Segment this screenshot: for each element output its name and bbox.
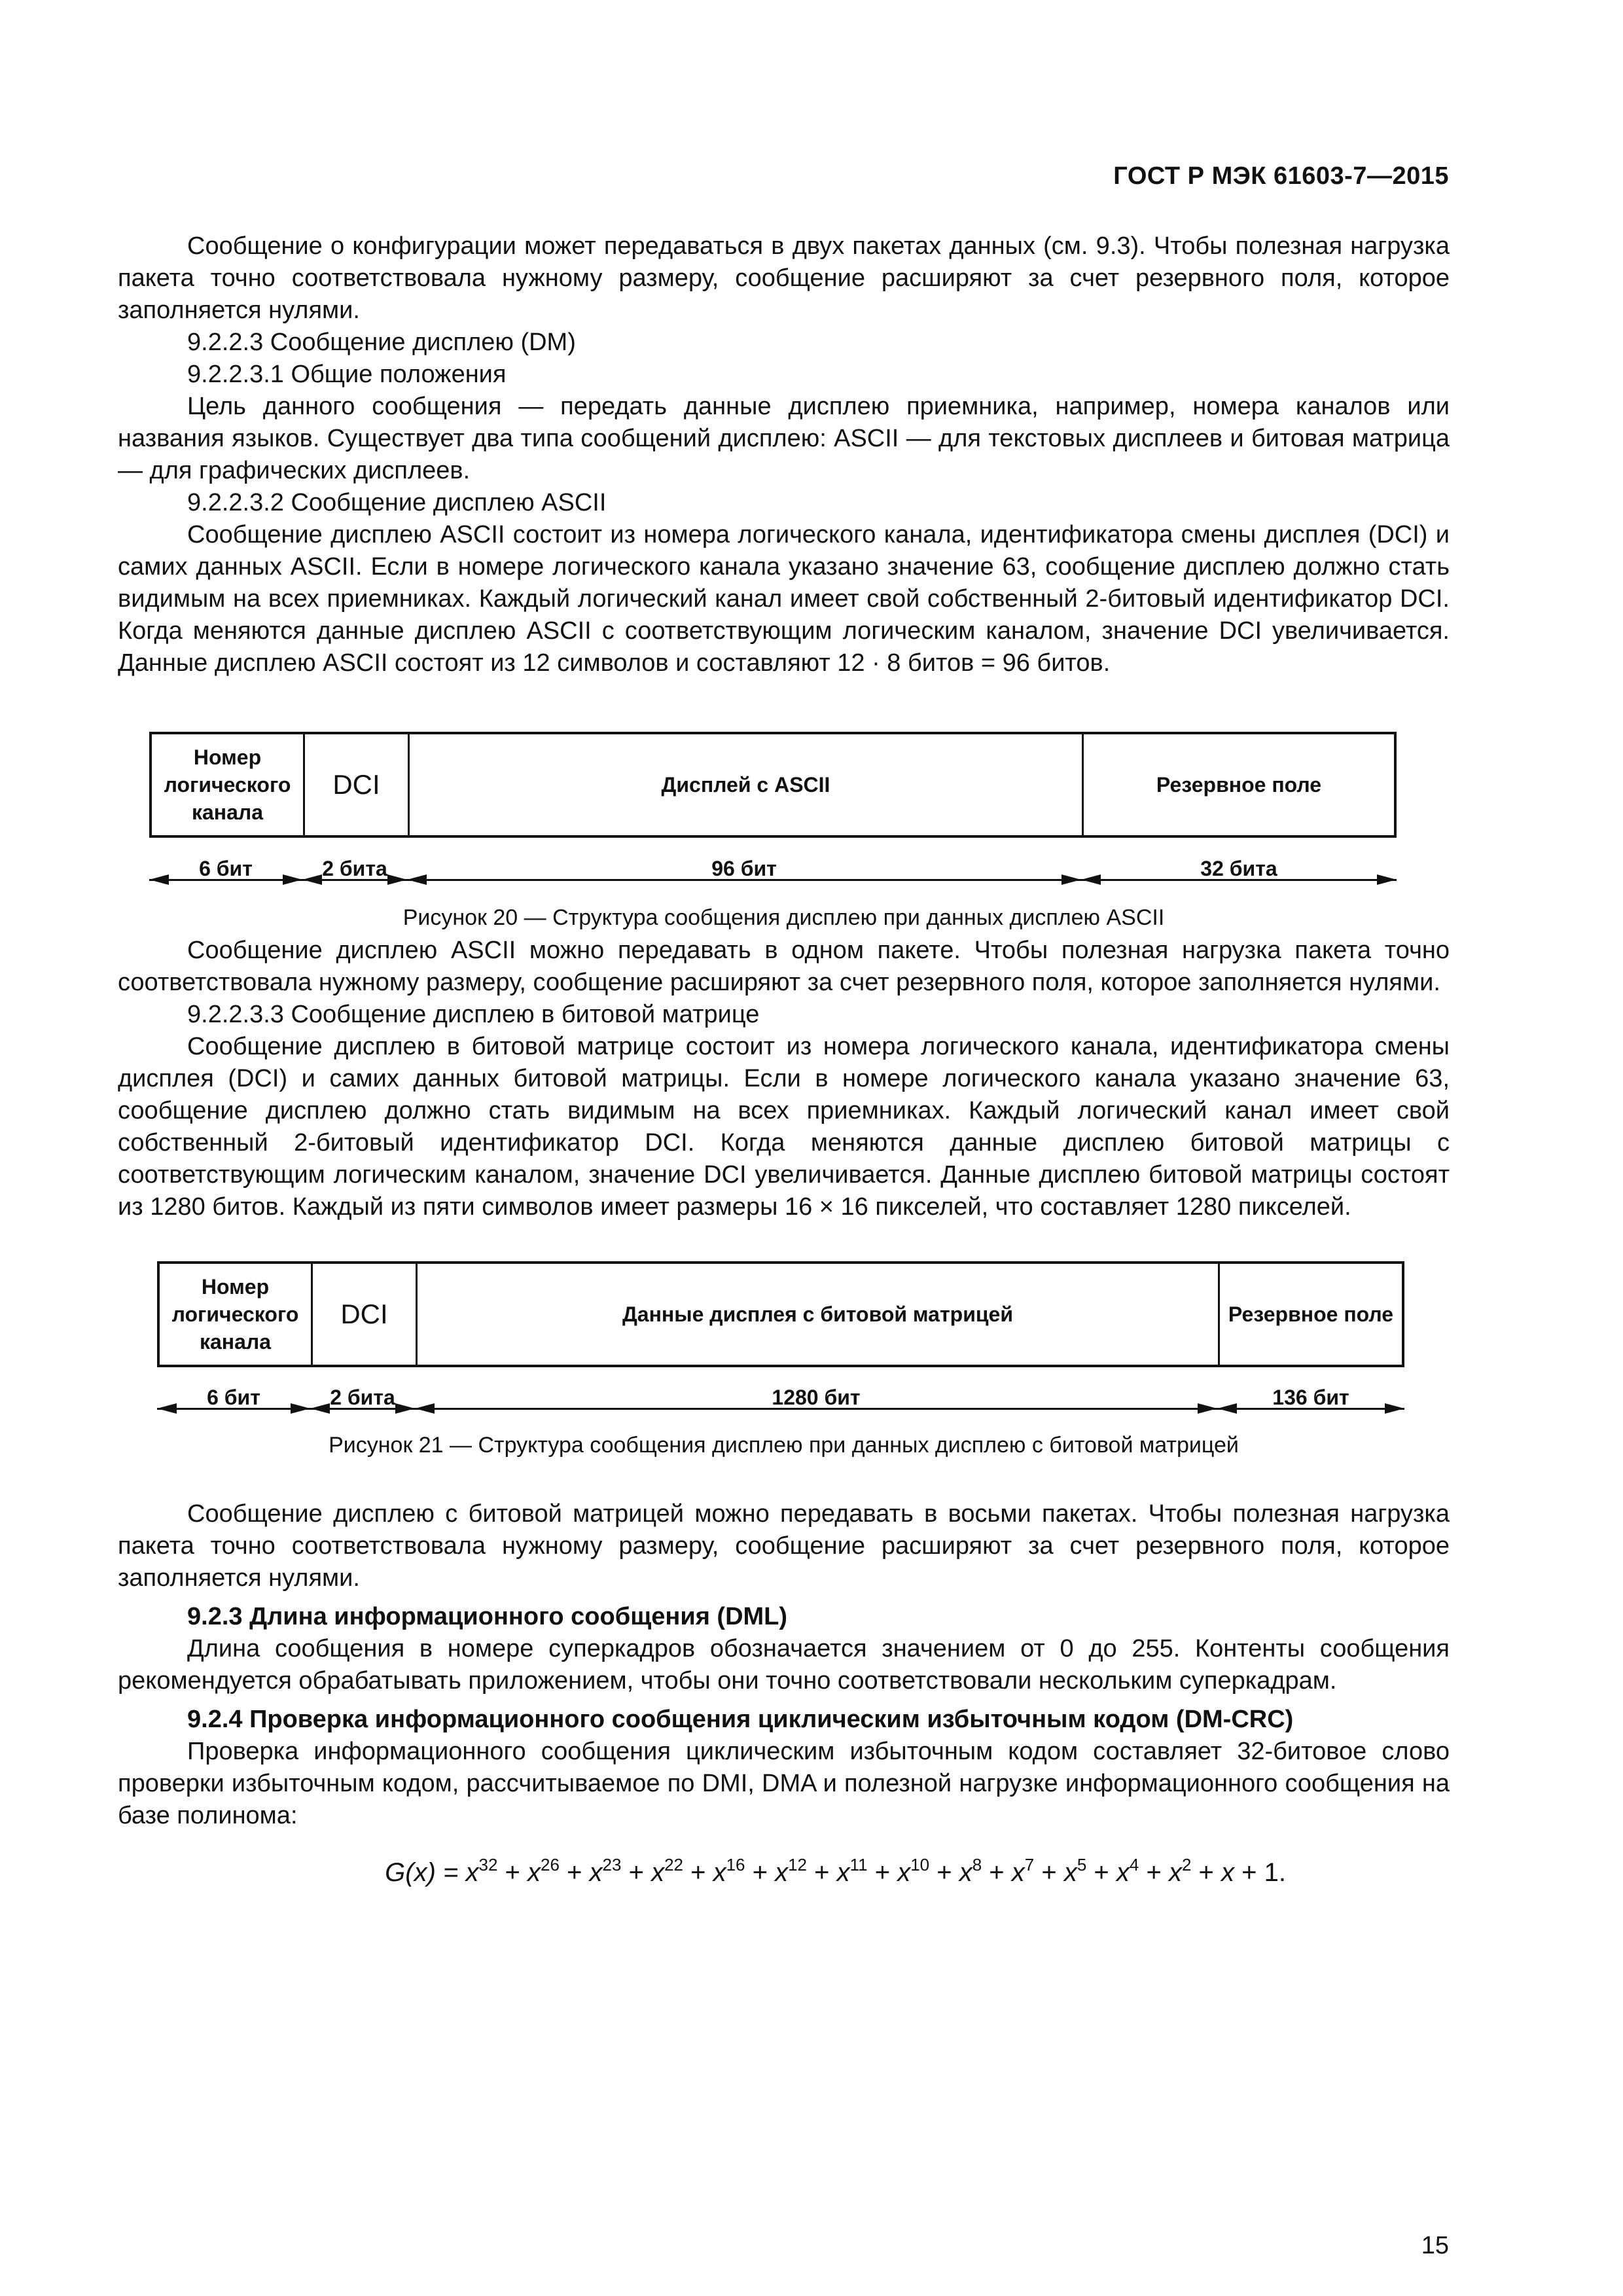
formula-term: $x^5$ xyxy=(1063,1855,1087,1887)
section-title-9-2-2-3-1: 9.2.2.3.1 Общие положения xyxy=(187,361,507,388)
formula-term: $x^4$ xyxy=(1116,1855,1139,1887)
figure-21-caption: Рисунок 21 — Структура сообщения дисплею при данных дисплею с битовой матрицей xyxy=(329,1433,1239,1458)
section-title-9-2-2-3: 9.2.2.3 Сообщение дисплею (DM) xyxy=(187,329,576,356)
formula-term: $x^{10}$ xyxy=(897,1855,930,1887)
formula-term: x xyxy=(1221,1858,1235,1887)
paragraph: Сообщение дисплею с битовой матрицей можно передавать в восьми пакетах. Чтобы полезная нагрузка пакета точно соответствовала нужному размеру, сообщение расширяют за счет резервного поля, которое заполняется нулями. xyxy=(118,1500,1450,1592)
field-dci: DCI xyxy=(313,1264,418,1365)
size-label: 136 бит xyxy=(1272,1386,1349,1409)
field-dci: DCI xyxy=(305,734,410,835)
paragraph: Сообщение дисплею ASCII можно передавать в одном пакете. Чтобы полезная нагрузка пакета точно соответствовала нужному размеру, сообщение расширяют за счет резервного поля, которое заполняется нулями. xyxy=(118,937,1450,996)
formula-term: $x^8$ xyxy=(959,1855,982,1887)
field-reserved: Резервное поле xyxy=(1156,773,1322,797)
formula-lhs: G(x) = xyxy=(385,1858,459,1887)
paragraph: Сообщение дисплею в битовой матрице состоит из номера логического канала, идентификатора смены дисплея (DCI) и самих данных битовой матрицы. Если в номере логического канала указано значение 63, сообщение дисплею должно стать видимым на всех приемниках. Каждый логический канал имеет свой собственный 2-битовый идентификатор DCI. Когда меняются данные дисплею битовой матрицы с соответствующим логическим каналом, значение DCI увеличивается. Данные дисплею битовой матрицы состоят из 1280 битов. Каждый из пяти символов имеет размеры 16 × 16 пикселей, что составляет 1280 пикселей. xyxy=(118,1033,1450,1221)
formula-term: $x^{23}$ xyxy=(589,1855,622,1887)
section-title-9-2-2-3-3: 9.2.2.3.3 Сообщение дисплею в битовой матрице xyxy=(187,1001,760,1028)
page-body xyxy=(118,230,1450,1889)
heading-9-2-3: 9.2.3 Длина информационного сообщения (DML) xyxy=(187,1603,788,1630)
field-ascii-display: Дисплей с ASCII xyxy=(410,734,1084,835)
formula-term: $x^{12}$ xyxy=(775,1855,808,1887)
paragraph: Длина сообщения в номере суперкадров обозначается значением от 0 до 255. Контенты сообщения рекомендуется обрабатывать приложением, чтобы они точно соответствовали нескольким суперкадрам. xyxy=(118,1635,1450,1695)
formula-term: $x^{32}$ xyxy=(465,1855,498,1887)
size-label: 6 бит xyxy=(199,857,253,880)
size-label: 32 бита xyxy=(1200,857,1277,880)
figure-21-structure-table xyxy=(157,1261,1404,1367)
figure-20-structure-table xyxy=(149,732,1397,838)
heading-9-2-4: 9.2.4 Проверка информационного сообщения циклическим избыточным кодом (DM-CRC) xyxy=(187,1706,1294,1733)
figure-20 xyxy=(118,679,1450,935)
formula-term: $x^{11}$ xyxy=(836,1855,868,1887)
field-bitmap-display: Данные дисплея с битовой матрицей xyxy=(418,1264,1220,1365)
document-code: ГОСТ Р МЭК 61603-7—2015 xyxy=(1113,162,1449,190)
figure-20-dimensions xyxy=(149,853,1397,887)
formula-term: $x^7$ xyxy=(1011,1855,1035,1887)
size-label: 6 бит xyxy=(207,1386,260,1409)
formula-term: $x^{22}$ xyxy=(651,1855,683,1887)
size-label: 96 бит xyxy=(711,857,777,880)
page-number: 15 xyxy=(1421,2232,1449,2259)
formula-term: $x^{26}$ xyxy=(527,1855,560,1887)
field-logical-channel: Номер логического канала xyxy=(152,734,305,835)
paragraph: Цель данного сообщения — передать данные дисплею приемника, например, номера каналов или названия языков. Существует два типа сообщений дисплею: ASCII — для текстовых дисплеев и битовая матрица — для графических дисплеев. xyxy=(118,393,1450,484)
paragraph: Сообщение дисплею ASCII состоит из номера логического канала, идентификатора смены дисплея (DCI) и самих данных ASCII. Если в номере логического канала указано значение 63, сообщение дисплею должно стать видимым на всех приемниках. Каждый логический канал имеет свой собственный 2-битовый идентификатор DCI. Когда меняются данные дисплею ASCII с соответствующим логическим каналом, значение DCI увеличивается. Данные дисплею ASCII состоят из 12 символов и составляют 12 · 8 битов = 96 битов. xyxy=(118,521,1450,677)
figure-21-dimensions xyxy=(157,1382,1404,1416)
section-title-9-2-2-3-2: 9.2.2.3.2 Сообщение дисплею ASCII xyxy=(187,489,607,516)
size-label: 2 бита xyxy=(322,857,387,880)
crc-polynomial-formula xyxy=(118,1857,1450,1889)
paragraph: Проверка информационного сообщения циклическим избыточным кодом составляет 32-битовое слово проверки избыточным кодом, рассчитываемое по DMI, DMA и полезной нагрузке информационного сообщения на базе полинома: xyxy=(118,1738,1450,1829)
formula-term: $x^2$ xyxy=(1168,1855,1192,1887)
formula-tail: + 1. xyxy=(1241,1858,1286,1887)
paragraph: Сообщение о конфигурации может передаваться в двух пакетах данных (см. 9.3). Чтобы полезная нагрузка пакета точно соответствовала нужному размеру, сообщение расширяют за счет резервного поля, которое заполняется нулями. xyxy=(118,232,1450,324)
size-label: 1280 бит xyxy=(772,1386,861,1409)
formula-terms: $x^{32} + x^{26} + x^{23} + x^{22} + x^{16} + x^{12} + x^{11} + x^{10} + x^8 + x^7 + x^5 + x^4 + x^2 + x$ xyxy=(465,1855,1235,1887)
figure-20-caption: Рисунок 20 — Структура сообщения дисплею при данных дисплею ASCII xyxy=(402,905,1165,930)
field-reserved: Резервное поле xyxy=(1228,1302,1394,1326)
formula-term: $x^{16}$ xyxy=(713,1855,745,1887)
field-logical-channel: Номер логического канала xyxy=(160,1264,313,1365)
size-label: 2 бита xyxy=(330,1386,395,1409)
figure-21 xyxy=(118,1223,1450,1498)
